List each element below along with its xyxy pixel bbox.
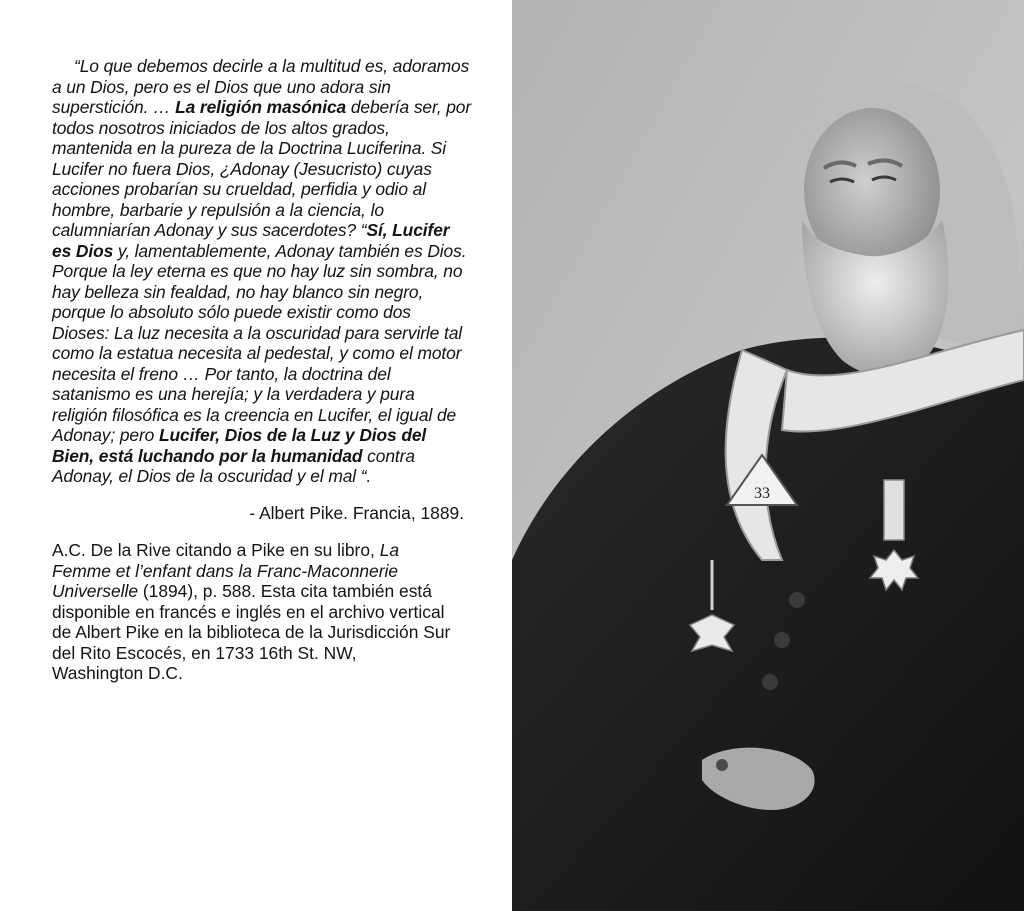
coat-button-2 [774,632,790,648]
coat-button-1 [789,592,805,608]
text-column [52,56,472,684]
source-citation [52,540,452,684]
source-text-2: (1894), p. 588. Esta cita también está disponible en francés e inglés en el archivo vertical de Albert Pike en la biblioteca de la Jurisdicción Sur del Rito Escocés, en 1733 16th St. NW, Washington D.C. [52,581,451,683]
portrait-photo [512,0,1024,911]
quote-open-mark: “ [74,56,80,76]
portrait-illustration [512,0,1024,911]
attribution: - Albert Pike. Francia, 1889. [249,502,464,523]
quote-text-1: Lo que debemos decirle a la multitud es, adoramos a un Dios, pero es el Dios que uno adora sin superstición. … [52,56,470,117]
source-text-1: A.C. De la Rive citando a Pike en su libro, [52,540,380,560]
quote-paragraph [52,56,472,487]
medal-ribbon [884,480,904,540]
quote-text-3: y, lamentablemente, Adonay también es Dios. Porque la ley eterna es que no hay luz sin sombra, no hay belleza sin fealdad, no hay blanco sin negro, porque lo absoluto sólo puede existir como dos Dioses: La luz necesita a la oscuridad para servirle tal como la estatua necesita al pedestal, y como el motor necesita el freno … Por tanto, la doctrina del satanismo es una herejía; y la verdadera y pura religión filosófica es la creencia en Lucifer, el igual de Adonay; pero [52,240,467,445]
quote-text-4: contra Adonay, el Dios de la oscuridad y el mal “. [52,445,415,486]
quote-text-2: debería ser, por todos nosotros iniciados de los altos grados, mantenida en la pureza de la Doctrina Luciferina. Si Lucifer no fuera Dios, ¿Adonay (Jesucristo) cuyas acciones probarían su crueldad, perfidia y odio al hombre, barbarie y repulsión a la ciencia, lo calumniarían Adonay y sus sacerdotes? “ [52,97,472,240]
quote-bold-3: Lucifer, Dios de la Luz y Dios del Bien, está luchando por la humanidad [52,425,427,466]
source-book-title: La Femme et l’enfant dans la Franc-Maconnerie Universelle [52,540,400,601]
ring [716,759,728,771]
quote-bold-1: La religión masónica [175,97,347,117]
quote-bold-2: Sí, Lucifer es Dios [52,220,450,261]
coat-button-3 [762,674,778,690]
emblem-number: 33 [754,485,770,502]
